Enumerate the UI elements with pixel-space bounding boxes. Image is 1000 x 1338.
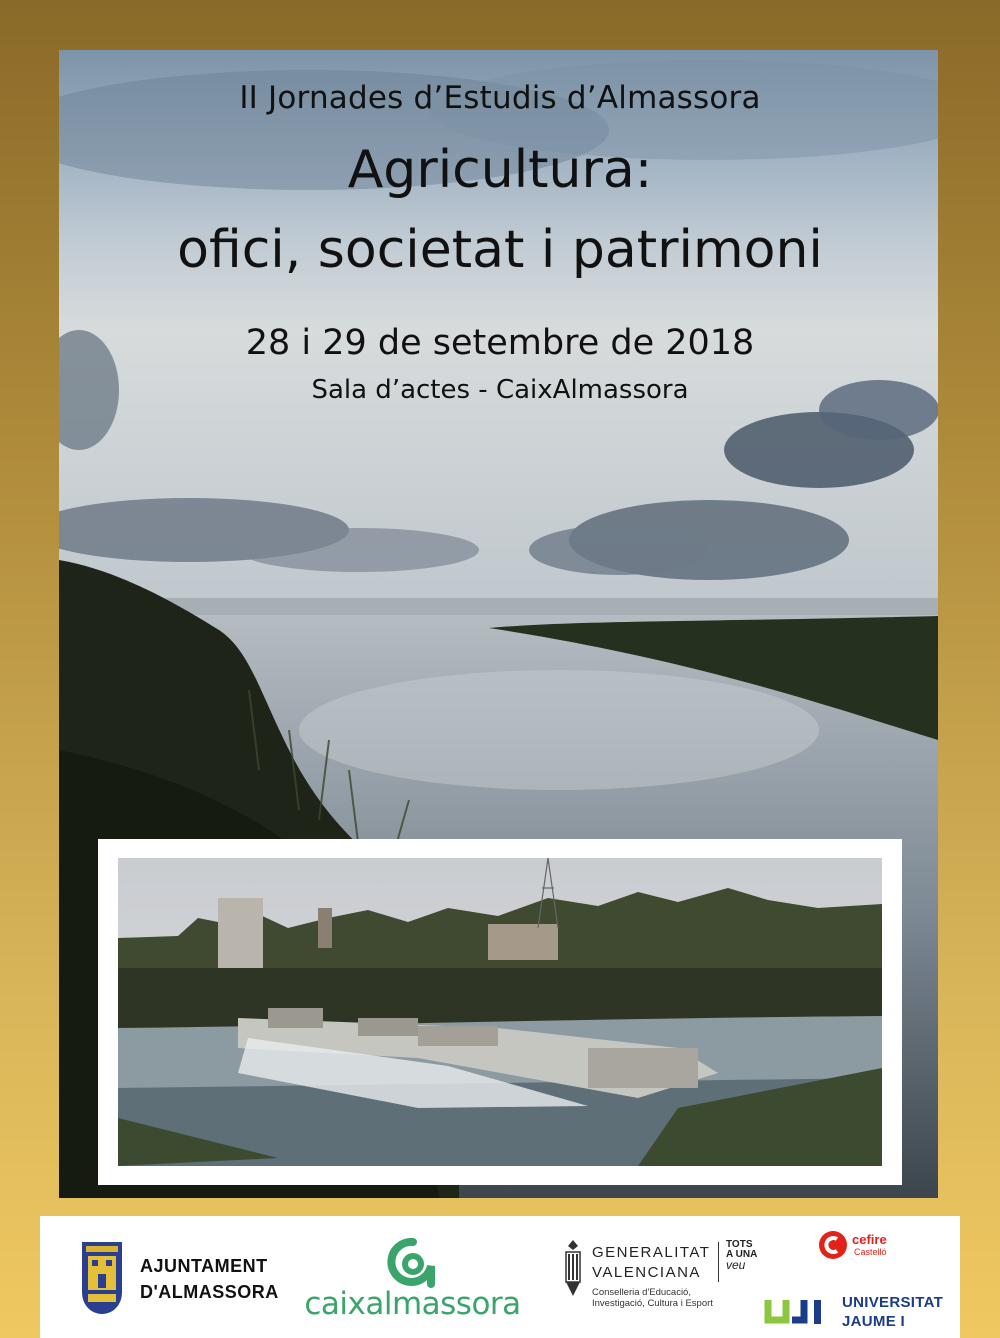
weir-photo [118,858,882,1166]
generalitat-department [592,1287,713,1309]
generalitat-department-line1: Conselleria d'Educació, [592,1287,691,1298]
universitat-jaume-i-logo [764,1294,964,1334]
generalitat-valenciana-logo [560,1238,785,1328]
generalitat-label-line2: VALENCIANA [592,1264,701,1281]
event-title-line1: Agricultura: [347,140,653,200]
tots-line1: TOTS [726,1239,753,1250]
weir-photo-frame [98,839,902,1185]
event-dates: 28 i 29 de setembre de 2018 [245,323,755,363]
cefire-castello-logo [818,1230,908,1270]
tots-line3: veu [726,1258,746,1272]
uji-label-line2: JAUME I [842,1313,905,1330]
tots-line2: A UNA [726,1249,758,1260]
event-title-line2: ofici, societat i patrimoni [177,220,823,280]
generalitat-label-line1: GENERALITAT [592,1244,711,1261]
caixalmassora-a-icon [383,1236,443,1288]
cefire-place: Castelló [854,1247,887,1257]
uji-mark-icon [764,1296,836,1328]
uji-label-line1: UNIVERSITAT [842,1294,944,1311]
caixalmassora-wordmark: caixalmassora [304,1286,521,1322]
event-subtitle: II Jornades d’Estudis d’Almassora [239,80,761,116]
cefire-name: cefire [852,1232,887,1247]
sponsor-footer [40,1216,960,1338]
town-shield-icon [80,1240,124,1316]
tots-a-una-veu-label [726,1240,757,1270]
event-venue: Sala d’actes - CaixAlmassora [311,375,689,405]
cefire-circle-icon [818,1230,848,1260]
ajuntament-almassora-logo [80,1240,320,1320]
generalitat-divider [718,1242,719,1282]
generalitat-crest-icon [560,1238,586,1302]
caixalmassora-logo [295,1236,530,1331]
generalitat-department-line2: Investigació, Cultura i Esport [592,1298,713,1309]
ajuntament-label-line2: D'ALMASSORA [140,1282,279,1302]
ajuntament-label-line1: AJUNTAMENT [140,1256,268,1276]
